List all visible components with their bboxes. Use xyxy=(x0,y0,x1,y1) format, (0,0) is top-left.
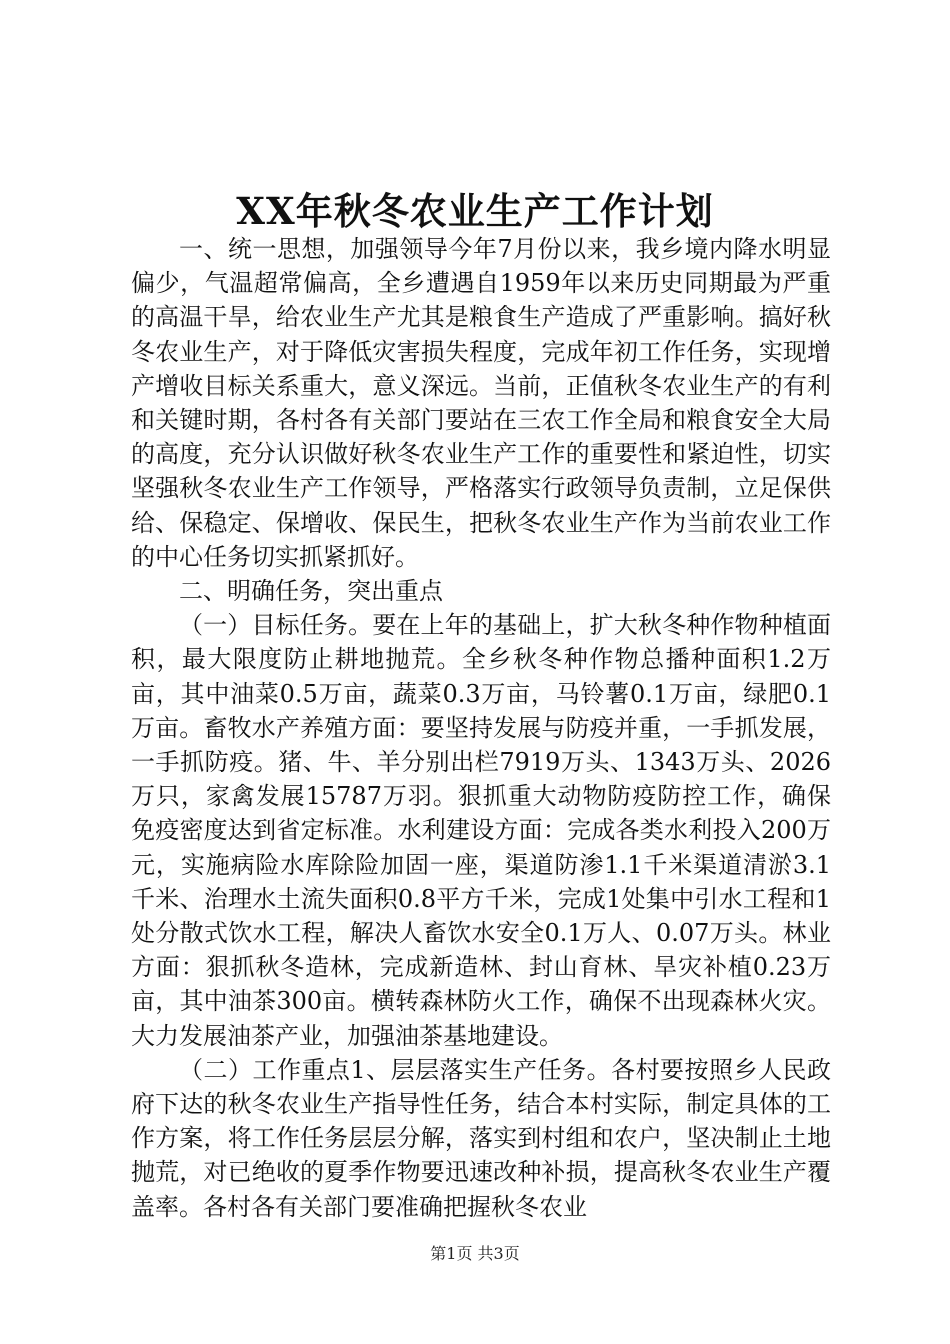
paragraph-section-one: 一、统一思想，加强领导今年7月份以来，我乡境内降水明显偏少，气温超常偏高，全乡遭遇自1959年以来历史同期最为严重的高温干旱，给农业生产尤其是粮食生产造成了严重影响。搞好秋冬农业生产，对于降低灾害损失程度，完成年初工作任务，实现增产增收目标关系重大，意义深远。当前，正值秋冬农业生产的有利和关键时期，各村各有关部门要站在三农工作全局和粮食安全大局的高度，充分认识做好秋冬农业生产工作的重要性和紧迫性，切实坚强秋冬农业生产工作领导，严格落实行政领导负责制，立足保供给、保稳定、保增收、保民生，把秋冬农业生产作为当前农业工作的中心任务切实抓紧抓好。 xyxy=(131,235,831,571)
paragraph-target-tasks: （一）目标任务。要在上年的基础上，扩大秋冬种作物种植面积，最大限度防止耕地抛荒。全乡秋冬种作物总播种面积1.2万亩，其中油菜0.5万亩，蔬菜0.3万亩，马铃薯0.1万亩，绿肥0.1万亩。畜牧水产养殖方面：要坚持发展与防疫并重，一手抓发展，一手抓防疫。猪、牛、羊分别出栏7919万头、1343万头、2026万只，家禽发展15787万羽。狠抓重大动物防疫防控工作，确保免疫密度达到省定标准。水利建设方面：完成各类水利投入200万元，实施病险水库除险加固一座，渠道防渗1.1千米渠道清淤3.1千米、治理水土流失面积0.8平方千米，完成1处集中引水工程和1处分散式饮水工程，解决人畜饮水安全0.1万人、0.07万头。林业方面：狠抓秋冬造林，完成新造林、封山育林、旱灾补植0.23万亩，其中油茶300亩。横转森林防火工作，确保不出现森林火灾。大力发展油茶产业，加强油茶基地建设。 xyxy=(131,611,831,1050)
document-body xyxy=(131,232,831,1224)
document-title: XX年秋冬农业生产工作计划 xyxy=(236,189,714,233)
paragraph-work-focus: （二）工作重点1、层层落实生产任务。各村要按照乡人民政府下达的秋冬农业生产指导性任务，结合本村实际，制定具体的工作方案，将工作任务层层分解，落实到村组和农户，坚决制止土地抛荒，对已绝收的夏季作物要迅速改种补损，提高秋冬农业生产覆盖率。各村各有关部门要准确把握秋冬农业 xyxy=(131,1055,831,1221)
paragraph-section-two-heading: 二、明确任务，突出重点 xyxy=(179,577,443,606)
page-footer: 第1页 共3页 xyxy=(430,1244,520,1263)
